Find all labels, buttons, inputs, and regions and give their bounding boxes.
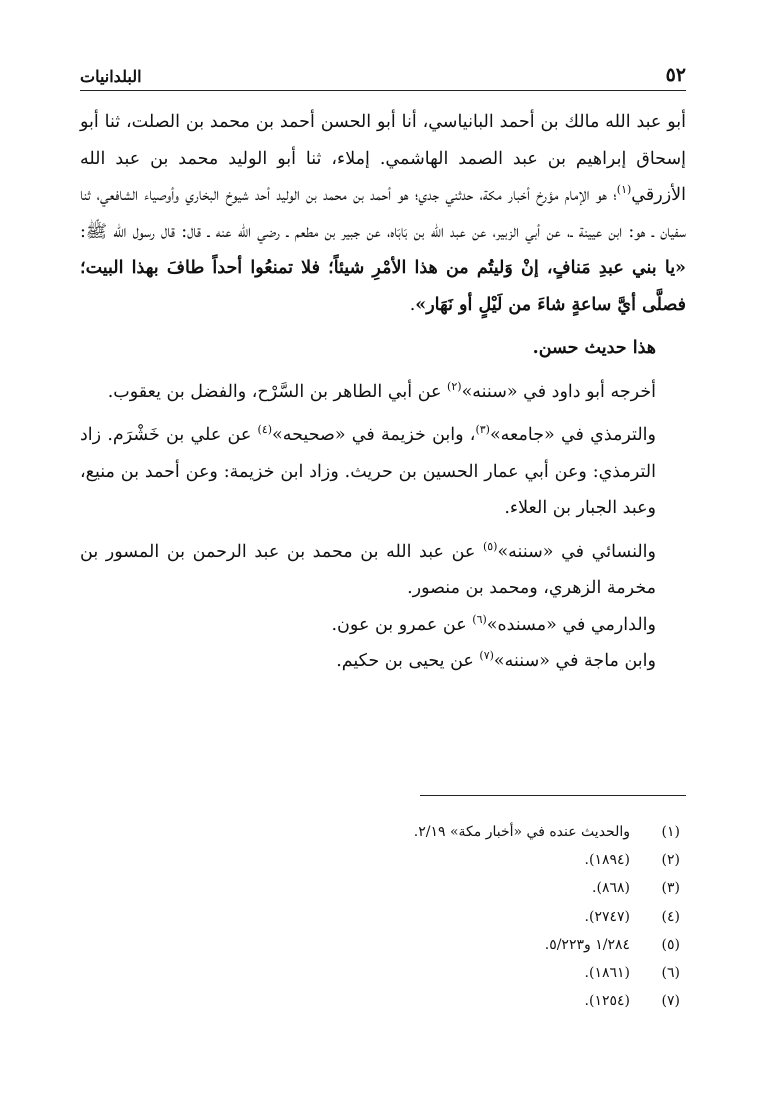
footnote-ref-1[interactable]: (١) (616, 183, 632, 197)
footnote-item (80, 931, 686, 959)
footnote-text: (٨٦٨). (592, 880, 630, 897)
footnote-ref-4[interactable]: (٤) (257, 423, 273, 437)
hadith-text: «يا بني عبدِ مَنافٍ، إنْ وَليتُم من هذا الأمْرِ شيئاً؛ فلا تمنعُوا أحداً طافَ بهذا البيت؛ فصلَّى أيَّ ساعةٍ شاءَ من لَيْلٍ أو نَهَار» (80, 258, 686, 315)
abu-dawud-text-end: عن أبي الطاهر بن السَّرْح، والفضل بن يعقوب. (107, 381, 448, 402)
tirmidhi-text: والترمذي في «جامعه» (489, 425, 656, 445)
footnote-item (80, 818, 686, 846)
footnote-text: (١٨٦١). (584, 965, 630, 982)
footnote-ref-7[interactable]: (٧) (479, 649, 494, 663)
footnote-number: (٢) (661, 852, 680, 869)
ibn-maja-text-end: عن يحيى بن حكيم. (336, 651, 480, 671)
tirmidhi-text-end: عن علي بن خَشْرَم. زاد الترمذي: وعن أبي عمار الحسين بن حريث. وزاد ابن خزيمة: وعن أحمد بن منيع، وعبد الجبار بن العلاء. (80, 425, 656, 518)
footnote-number: (٧) (661, 993, 680, 1010)
ibn-khuzayma-text: ، وابن خزيمة في «صحيحه» (272, 425, 476, 445)
footnote-ref-2[interactable]: (٢) (447, 379, 462, 393)
footnote-number: (١) (661, 824, 680, 840)
paragraph-isnad (80, 104, 686, 323)
darimi-text-end: عن عمرو بن عون. (331, 614, 473, 635)
book-title: البلدانيات (80, 67, 142, 86)
footnote-divider (420, 795, 686, 796)
footnote-text: (١٨٩٤). (584, 852, 630, 869)
footnote-text: (٢٧٤٧). (584, 908, 630, 925)
footnote-number: (٦) (661, 965, 680, 982)
footnote-ref-5[interactable]: (٥) (482, 539, 498, 553)
footnote-item (80, 874, 686, 902)
footnote-text: والحديث عنده في «أخبار مكة» ٢/١٩. (413, 824, 630, 840)
page-number: ٥٢ (665, 64, 686, 86)
footnotes (80, 818, 686, 1015)
running-header (80, 60, 686, 91)
footnote-text: ١/٢٨٤ و٥/٢٢٣. (544, 936, 630, 953)
footnote-number: (٥) (661, 936, 680, 953)
footnote-text: (١٢٥٤). (584, 993, 630, 1010)
footnote-number: (٤) (661, 908, 680, 925)
grading-line (80, 330, 686, 367)
paragraph-ibn-maja (80, 643, 686, 680)
footnote-item (80, 959, 686, 987)
nasai-text-end: عن عبد الله بن محمد بن عبد الرحمن بن المسور بن مخرمة الزهري، ومحمد بن منصور. (80, 541, 656, 598)
footnote-item (80, 987, 686, 1015)
paragraph-end: . (409, 294, 416, 315)
footnote-number: (٣) (661, 880, 680, 897)
footnote-item (80, 903, 686, 931)
footnote-item (80, 846, 686, 874)
grading-text: هذا حديث حسن. (532, 338, 656, 358)
nasai-text: والنسائي في «سننه» (497, 541, 656, 562)
isnad-text-start: أبو عبد الله مالك بن أحمد البانياسي، أنا أبو الحسن أحمد بن محمد بن الصلت، ثنا أبو إسحاق إبراهيم بن عبد الصمد الهاشمي. إملاء، ثنا أبو الوليد محمد بن عبد الله الأزرقي (80, 112, 686, 205)
footnote-ref-6[interactable]: (٦) (472, 612, 487, 626)
isnad-text-cont: ؛ هو الإمام مؤرخ أخبار مكة، حدثني جدي؛ هو أحمد بن محمد بن الوليد أحد شيوخ البخاري وأوصياء الشافعي، ثنا سفيان ـ هو: ابن عيينة ـ، عن أبي الزبير، عن عبد الله بن بَابَاه، عن جبير بن مطعم ـ رضي الله عنه ـ قال: قال رسول الله ﷺ: (80, 185, 686, 242)
paragraph-darimi (80, 607, 686, 644)
paragraph-abu-dawud (80, 374, 686, 411)
ibn-maja-text: وابن ماجة في «سننه» (493, 651, 656, 671)
darimi-text: والدارمي في «مسنده» (486, 614, 656, 635)
paragraph-tirmidhi (80, 417, 686, 527)
paragraph-nasai (80, 534, 686, 607)
abu-dawud-text: أخرجه أبو داود في «سننه» (461, 381, 656, 402)
footnote-ref-3[interactable]: (٣) (475, 423, 490, 437)
main-text (80, 104, 686, 680)
